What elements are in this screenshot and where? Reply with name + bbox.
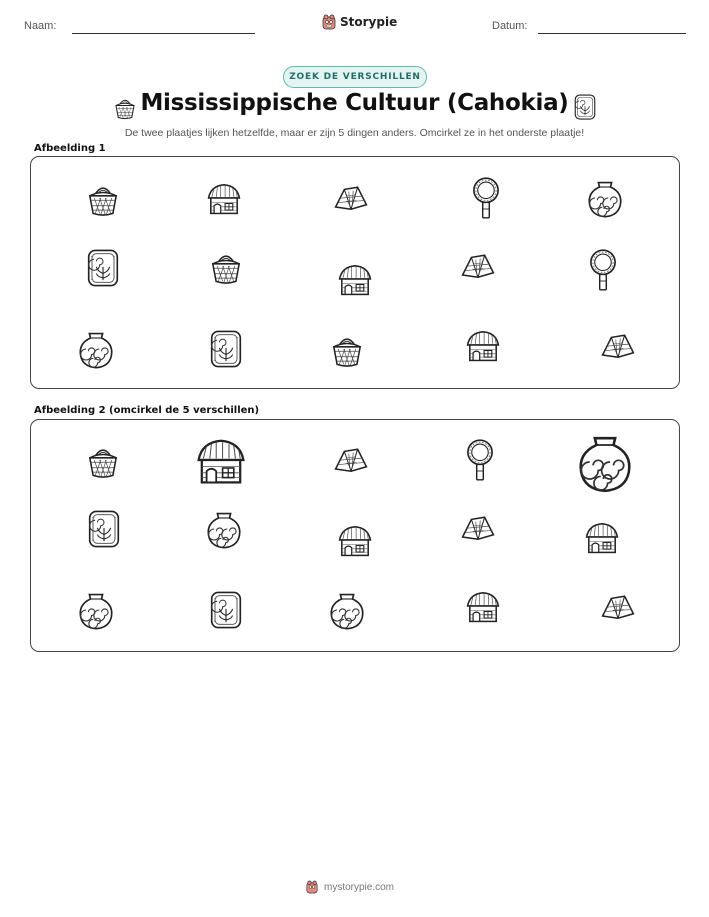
- name-label: Naam:: [24, 20, 57, 32]
- picture-item[interactable]: [596, 583, 640, 627]
- shell-gorget-icon: [81, 246, 125, 290]
- shell-gorget-icon: [82, 507, 126, 551]
- picture-item[interactable]: [461, 584, 505, 628]
- section-label-1: Afbeelding 1: [34, 143, 106, 154]
- basket-icon: [204, 244, 248, 288]
- picture-item: [329, 174, 373, 218]
- date-line[interactable]: [538, 33, 686, 34]
- pot-icon: [74, 588, 118, 632]
- picture-item: [325, 327, 369, 371]
- picture-item: [204, 327, 248, 371]
- mirror-icon: [458, 438, 502, 482]
- picture-item: [583, 176, 627, 220]
- pyramid-icon: [596, 322, 640, 366]
- picture-item[interactable]: [458, 438, 502, 482]
- picture-item[interactable]: [580, 515, 624, 559]
- mirror-icon: [581, 248, 625, 292]
- picture-item: [581, 248, 625, 292]
- picture-item[interactable]: [74, 588, 118, 632]
- hut-icon: [333, 518, 377, 562]
- page-title: Mississippische Cultuur (Cahokia): [140, 90, 569, 116]
- picture-item: [464, 176, 508, 220]
- basket-icon: [110, 92, 140, 122]
- shell-gorget-icon: [204, 588, 248, 632]
- section-label-2: Afbeelding 2 (omcirkel de 5 verschillen): [34, 405, 260, 416]
- mirror-icon: [464, 176, 508, 220]
- brand-logo: [322, 14, 397, 30]
- shell-gorget-icon: [204, 327, 248, 371]
- picture-item[interactable]: [333, 518, 377, 562]
- basket-icon: [325, 327, 369, 371]
- hut-icon: [461, 584, 505, 628]
- picture-item[interactable]: [329, 436, 373, 480]
- footer-url[interactable]: mystorypie.com: [324, 881, 395, 893]
- picture-item[interactable]: [325, 588, 369, 632]
- pot-icon: [74, 327, 118, 371]
- activity-badge: ZOEK DE VERSCHILLEN: [283, 66, 427, 88]
- pyramid-icon: [456, 242, 500, 286]
- basket-icon: [81, 176, 125, 220]
- instructions: De twee plaatjes lijken hetzelfde, maar er zijn 5 dingen anders. Omcirkel ze in het onderste plaatje!: [124, 127, 585, 139]
- pyramid-icon: [456, 504, 500, 548]
- date-label: Datum:: [492, 20, 528, 32]
- picture-item: [204, 244, 248, 288]
- picture-item: [202, 176, 246, 220]
- brand-name: Storypie: [340, 15, 398, 29]
- storypie-mascot-icon: [306, 880, 318, 894]
- pot-icon: [325, 588, 369, 632]
- pot-icon: [202, 507, 246, 551]
- pot-icon: [571, 428, 639, 496]
- picture-item: [461, 323, 505, 367]
- picture-item[interactable]: [456, 504, 500, 548]
- pot-icon: [583, 176, 627, 220]
- picture-item[interactable]: [82, 507, 126, 551]
- storypie-mascot-icon: [322, 14, 336, 30]
- hut-icon: [580, 515, 624, 559]
- picture-item: [333, 257, 377, 301]
- picture-item: [456, 242, 500, 286]
- picture-item[interactable]: [189, 428, 253, 492]
- footer: [306, 880, 394, 894]
- pyramid-icon: [596, 583, 640, 627]
- hut-icon: [189, 428, 253, 492]
- pyramid-icon: [329, 174, 373, 218]
- picture-item: [81, 246, 125, 290]
- picture-item: [81, 176, 125, 220]
- picture-item[interactable]: [571, 428, 639, 496]
- picture-item[interactable]: [202, 507, 246, 551]
- name-line[interactable]: [72, 33, 255, 34]
- picture-item[interactable]: [204, 588, 248, 632]
- picture-item: [74, 327, 118, 371]
- shell-gorget-icon: [570, 92, 600, 122]
- picture-item[interactable]: [81, 438, 125, 482]
- pyramid-icon: [329, 436, 373, 480]
- hut-icon: [202, 176, 246, 220]
- hut-icon: [333, 257, 377, 301]
- basket-icon: [81, 438, 125, 482]
- picture-item: [596, 322, 640, 366]
- hut-icon: [461, 323, 505, 367]
